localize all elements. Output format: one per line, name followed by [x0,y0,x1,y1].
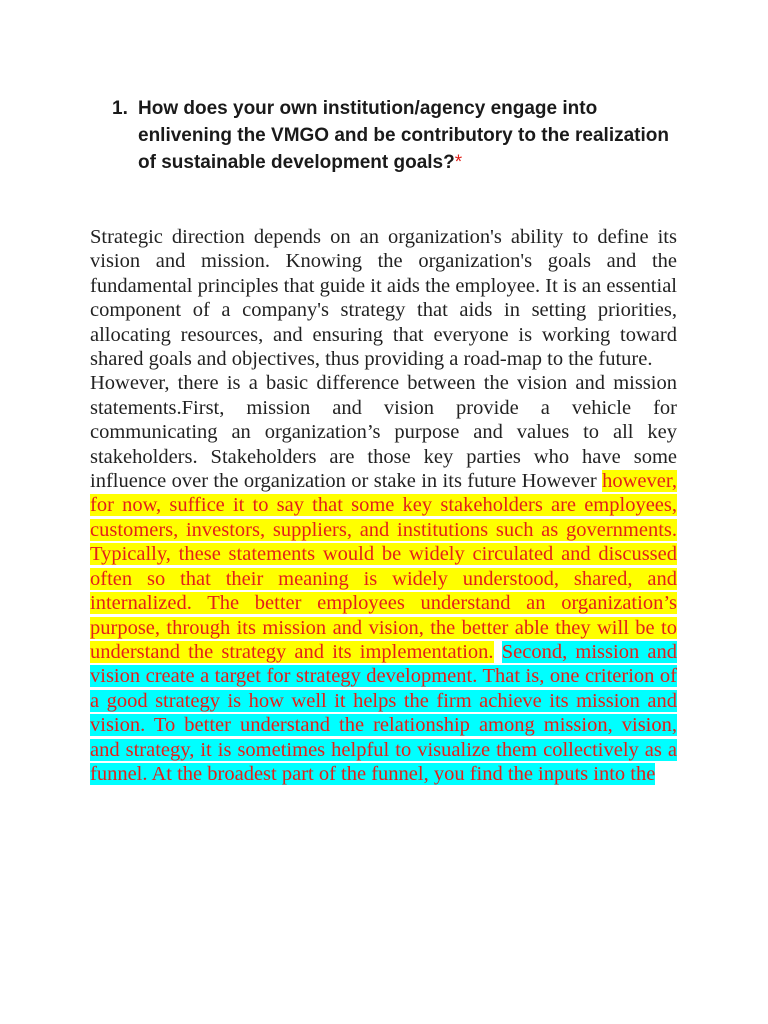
answer-body [90,225,677,786]
cyan-highlighted-text: Second, mission and vision create a target for strategy development. That is, one criterion of a good strategy is how well it helps the firm achieve its mission and vision. To better understand the relationship among mission, vision, and strategy, it is sometimes helpful to visualize them collectively as a funnel. At the broadest part of the funnel, you find the inputs into the [90,640,677,785]
required-marker: * [454,152,463,173]
highlight-gap [494,641,502,663]
question-text-wrapper [138,95,682,176]
paragraph-2-plain-text: However, there is a basic difference between the vision and mission statements.First, mission and vision provide a vehicle for communicating an organization’s purpose and values to all key stakeholders. Stakeholders are those key parties who have some influence over the organization or stake in its future However [90,372,677,493]
answer-paragraph-2 [90,371,677,786]
yellow-highlighted-text: however, for now, suffice it to say that some key stakeholders are employees, customers, investors, suppliers, and institutions such as governments. Typically, these statements would be widely circulated and discussed often so that their meaning is widely understood, shared, and internalized. The better employees understand an organization’s purpose, through its mission and vision, the better able they will be to understand the strategy and its implementation. [90,470,677,663]
question-number: 1. [112,98,128,119]
question-text: How does your own institution/agency engage into enlivening the VMGO and be contributory to the realization of sustainable development goals? [138,98,669,173]
answer-paragraph-1: Strategic direction depends on an organization's ability to define its vision and mission. Knowing the organization's goals and the fundamental principles that guide it aids the employee. It is an essential component of a company's strategy that aids in setting priorities, allocating resources, and ensuring that everyone is working toward shared goals and objectives, thus providing a road-map to the future. [90,226,677,371]
question-heading [112,95,682,176]
